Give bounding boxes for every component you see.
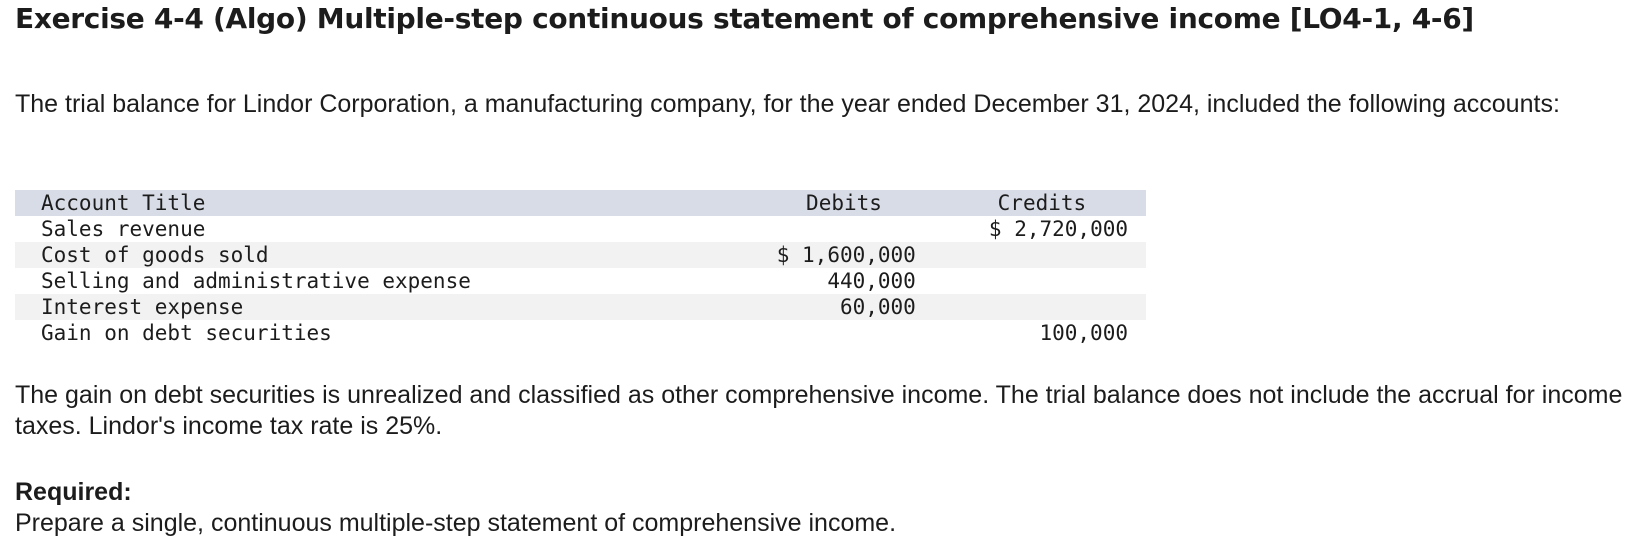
account-title-cell: Gain on debt securities: [41, 321, 332, 345]
credit-cell: $ 2,720,000: [988, 217, 1128, 241]
trial-balance-table: [15, 190, 1146, 346]
account-title-cell: Selling and administrative expense: [41, 269, 471, 293]
debit-cell: [722, 216, 916, 242]
header-account-title: Account Title: [41, 191, 206, 215]
table-row: [15, 294, 1146, 320]
account-title-cell: Interest expense: [41, 295, 244, 319]
table-row: [15, 268, 1146, 294]
credit-cell: [916, 268, 1146, 294]
credit-cell: 100,000: [1039, 321, 1128, 345]
table-header-row: [15, 190, 1146, 216]
required-instruction: Prepare a single, continuous multiple-step statement of comprehensive income.: [15, 509, 897, 537]
account-title-cell: Sales revenue: [41, 217, 206, 241]
credit-cell: [916, 242, 1146, 268]
tax-note-paragraph: The gain on debt securities is unrealized and classified as other comprehensive income. The trial balance does not include the accrual for income taxes. Lindor's income tax rate is 25%.: [15, 381, 1623, 440]
table-row: [15, 320, 1146, 346]
header-debits: Debits: [806, 191, 882, 215]
debit-cell: $ 1,600,000: [776, 243, 916, 267]
debit-cell: 60,000: [839, 295, 916, 319]
exercise-title: Exercise 4-4 (Algo) Multiple-step continuous statement of comprehensive income [LO4-1, 4-6]: [15, 2, 1474, 35]
account-title-cell: Cost of goods sold: [41, 243, 269, 267]
debit-cell: 440,000: [827, 269, 916, 293]
credit-cell: [916, 294, 1146, 320]
header-credits: Credits: [997, 191, 1087, 215]
table-row: [15, 216, 1146, 242]
required-heading: Required:: [15, 478, 132, 506]
intro-paragraph: The trial balance for Lindor Corporation, a manufacturing company, for the year ended December 31, 2024, included the following accounts:: [15, 90, 1560, 118]
debit-cell: [722, 320, 916, 346]
table-row: [15, 242, 1146, 268]
